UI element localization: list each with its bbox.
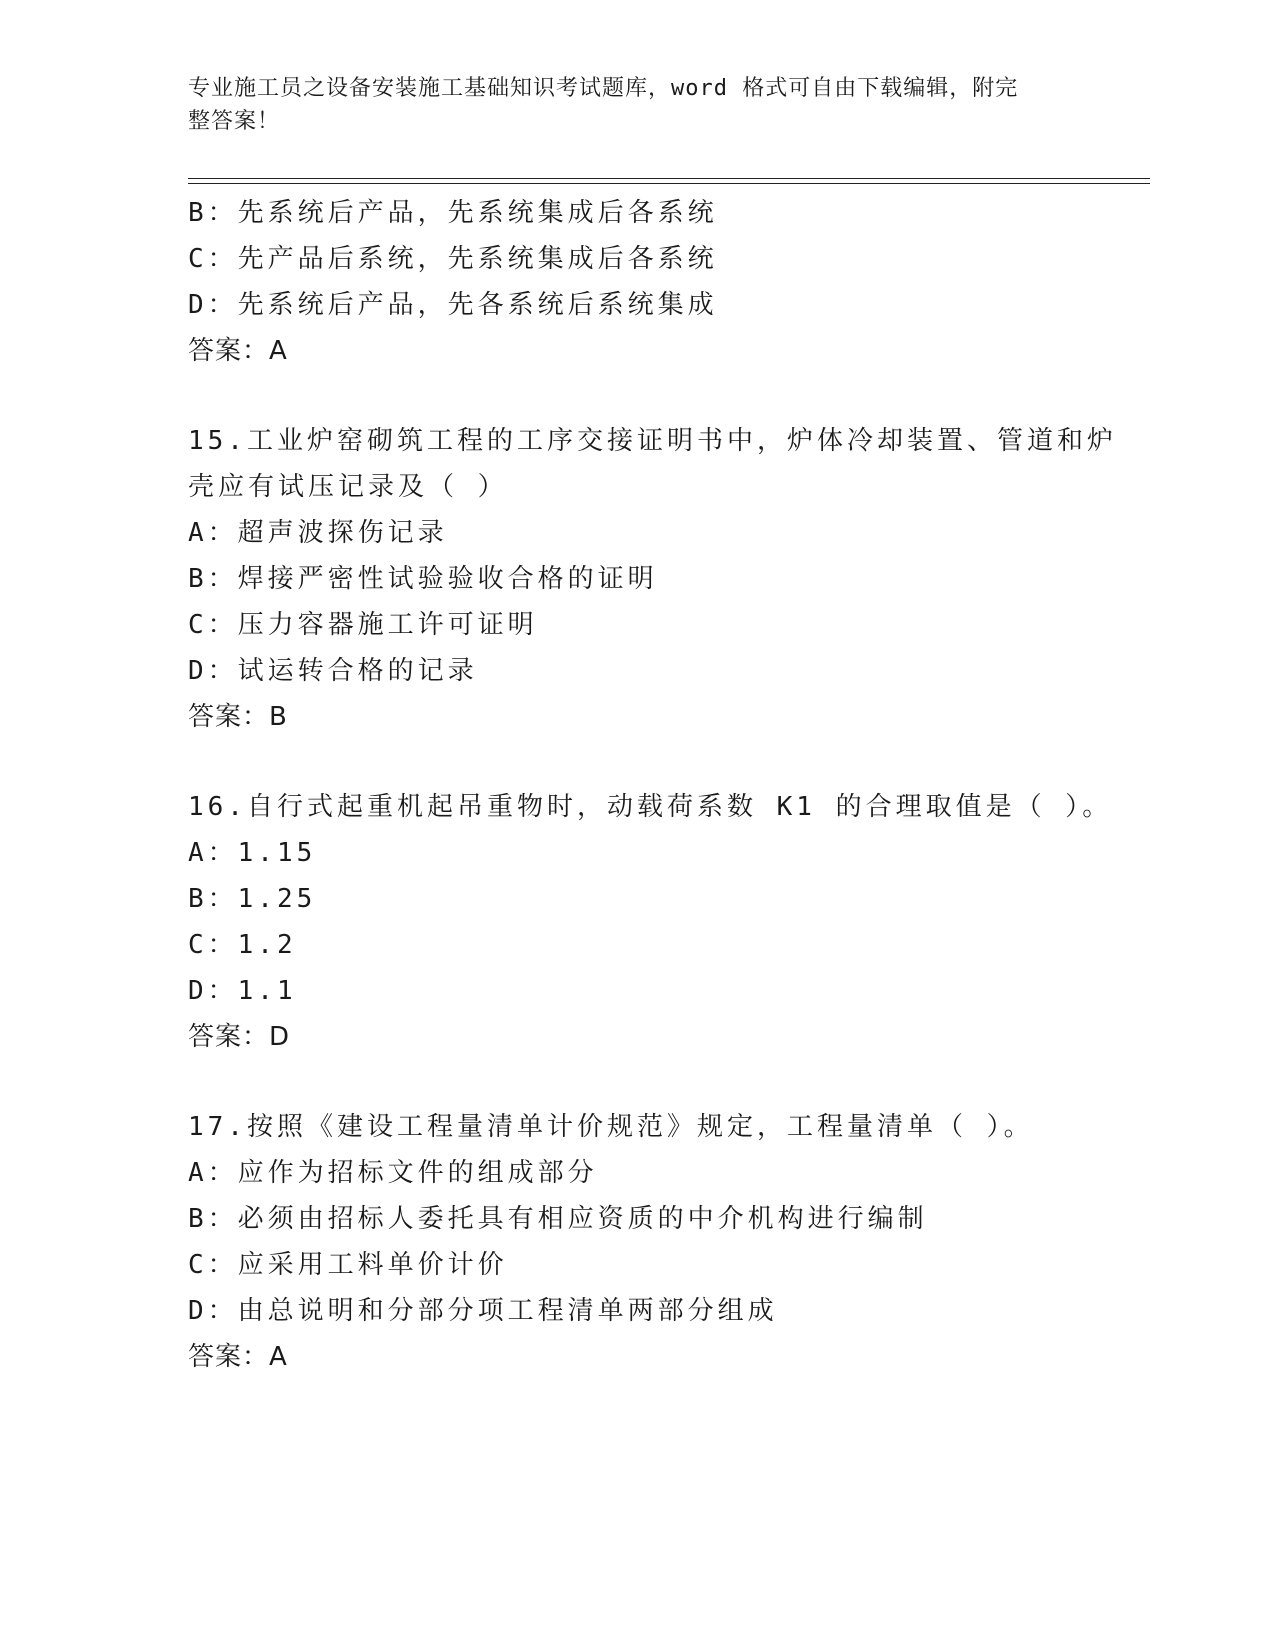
option-b: B：1.25 [188,884,317,914]
option-b: B：先系统后产品，先系统集成后各系统 [188,198,718,228]
option-c: C：1.2 [188,930,297,960]
answer-line: 答案：D [188,1022,291,1052]
option-d: D：先系统后产品，先各系统后系统集成 [188,290,718,320]
option-d: D：1.1 [188,976,297,1006]
question-17 [188,1104,1088,1380]
option-b: B：焊接严密性试验验收合格的证明 [188,564,658,594]
document-header [188,72,1068,138]
header-rule-top [188,178,1150,179]
header-line-1: 专业施工员之设备安装施工基础知识考试题库，word 格式可自由下载编辑，附完 [188,76,1019,101]
spacer [188,374,1088,418]
question-content [188,190,1117,1380]
question-16 [188,784,1113,1060]
option-c: C：先产品后系统，先系统集成后各系统 [188,244,718,274]
header-line-2: 整答案！ [188,109,281,134]
question-stem: 16.自行式起重机起吊重物时，动载荷系数 K1 的合理取值是（ ）。 [188,792,1113,822]
option-c: C：压力容器施工许可证明 [188,610,538,640]
option-a: A：超声波探伤记录 [188,518,448,548]
header-rule-bottom [188,183,1150,184]
option-d: D：试运转合格的记录 [188,656,478,686]
option-a: A：应作为招标文件的组成部分 [188,1158,598,1188]
spacer [188,740,1088,784]
answer-line: 答案：A [188,1342,288,1372]
option-d: D：由总说明和分部分项工程清单两部分组成 [188,1296,778,1326]
question-15 [188,418,1117,740]
carryover-question [188,190,1088,374]
spacer [188,1060,1088,1104]
option-b: B：必须由招标人委托具有相应资质的中介机构进行编制 [188,1204,928,1234]
option-a: A：1.15 [188,838,317,868]
answer-line: 答案：B [188,702,288,732]
question-stem: 15.工业炉窑砌筑工程的工序交接证明书中，炉体冷却装置、管道和炉 [188,426,1117,456]
question-stem-continued: 壳应有试压记录及（ ） [188,472,508,502]
option-c: C：应采用工料单价计价 [188,1250,508,1280]
answer-line: 答案：A [188,336,288,366]
question-stem: 17.按照《建设工程量清单计价规范》规定，工程量清单（ ）。 [188,1112,1034,1142]
